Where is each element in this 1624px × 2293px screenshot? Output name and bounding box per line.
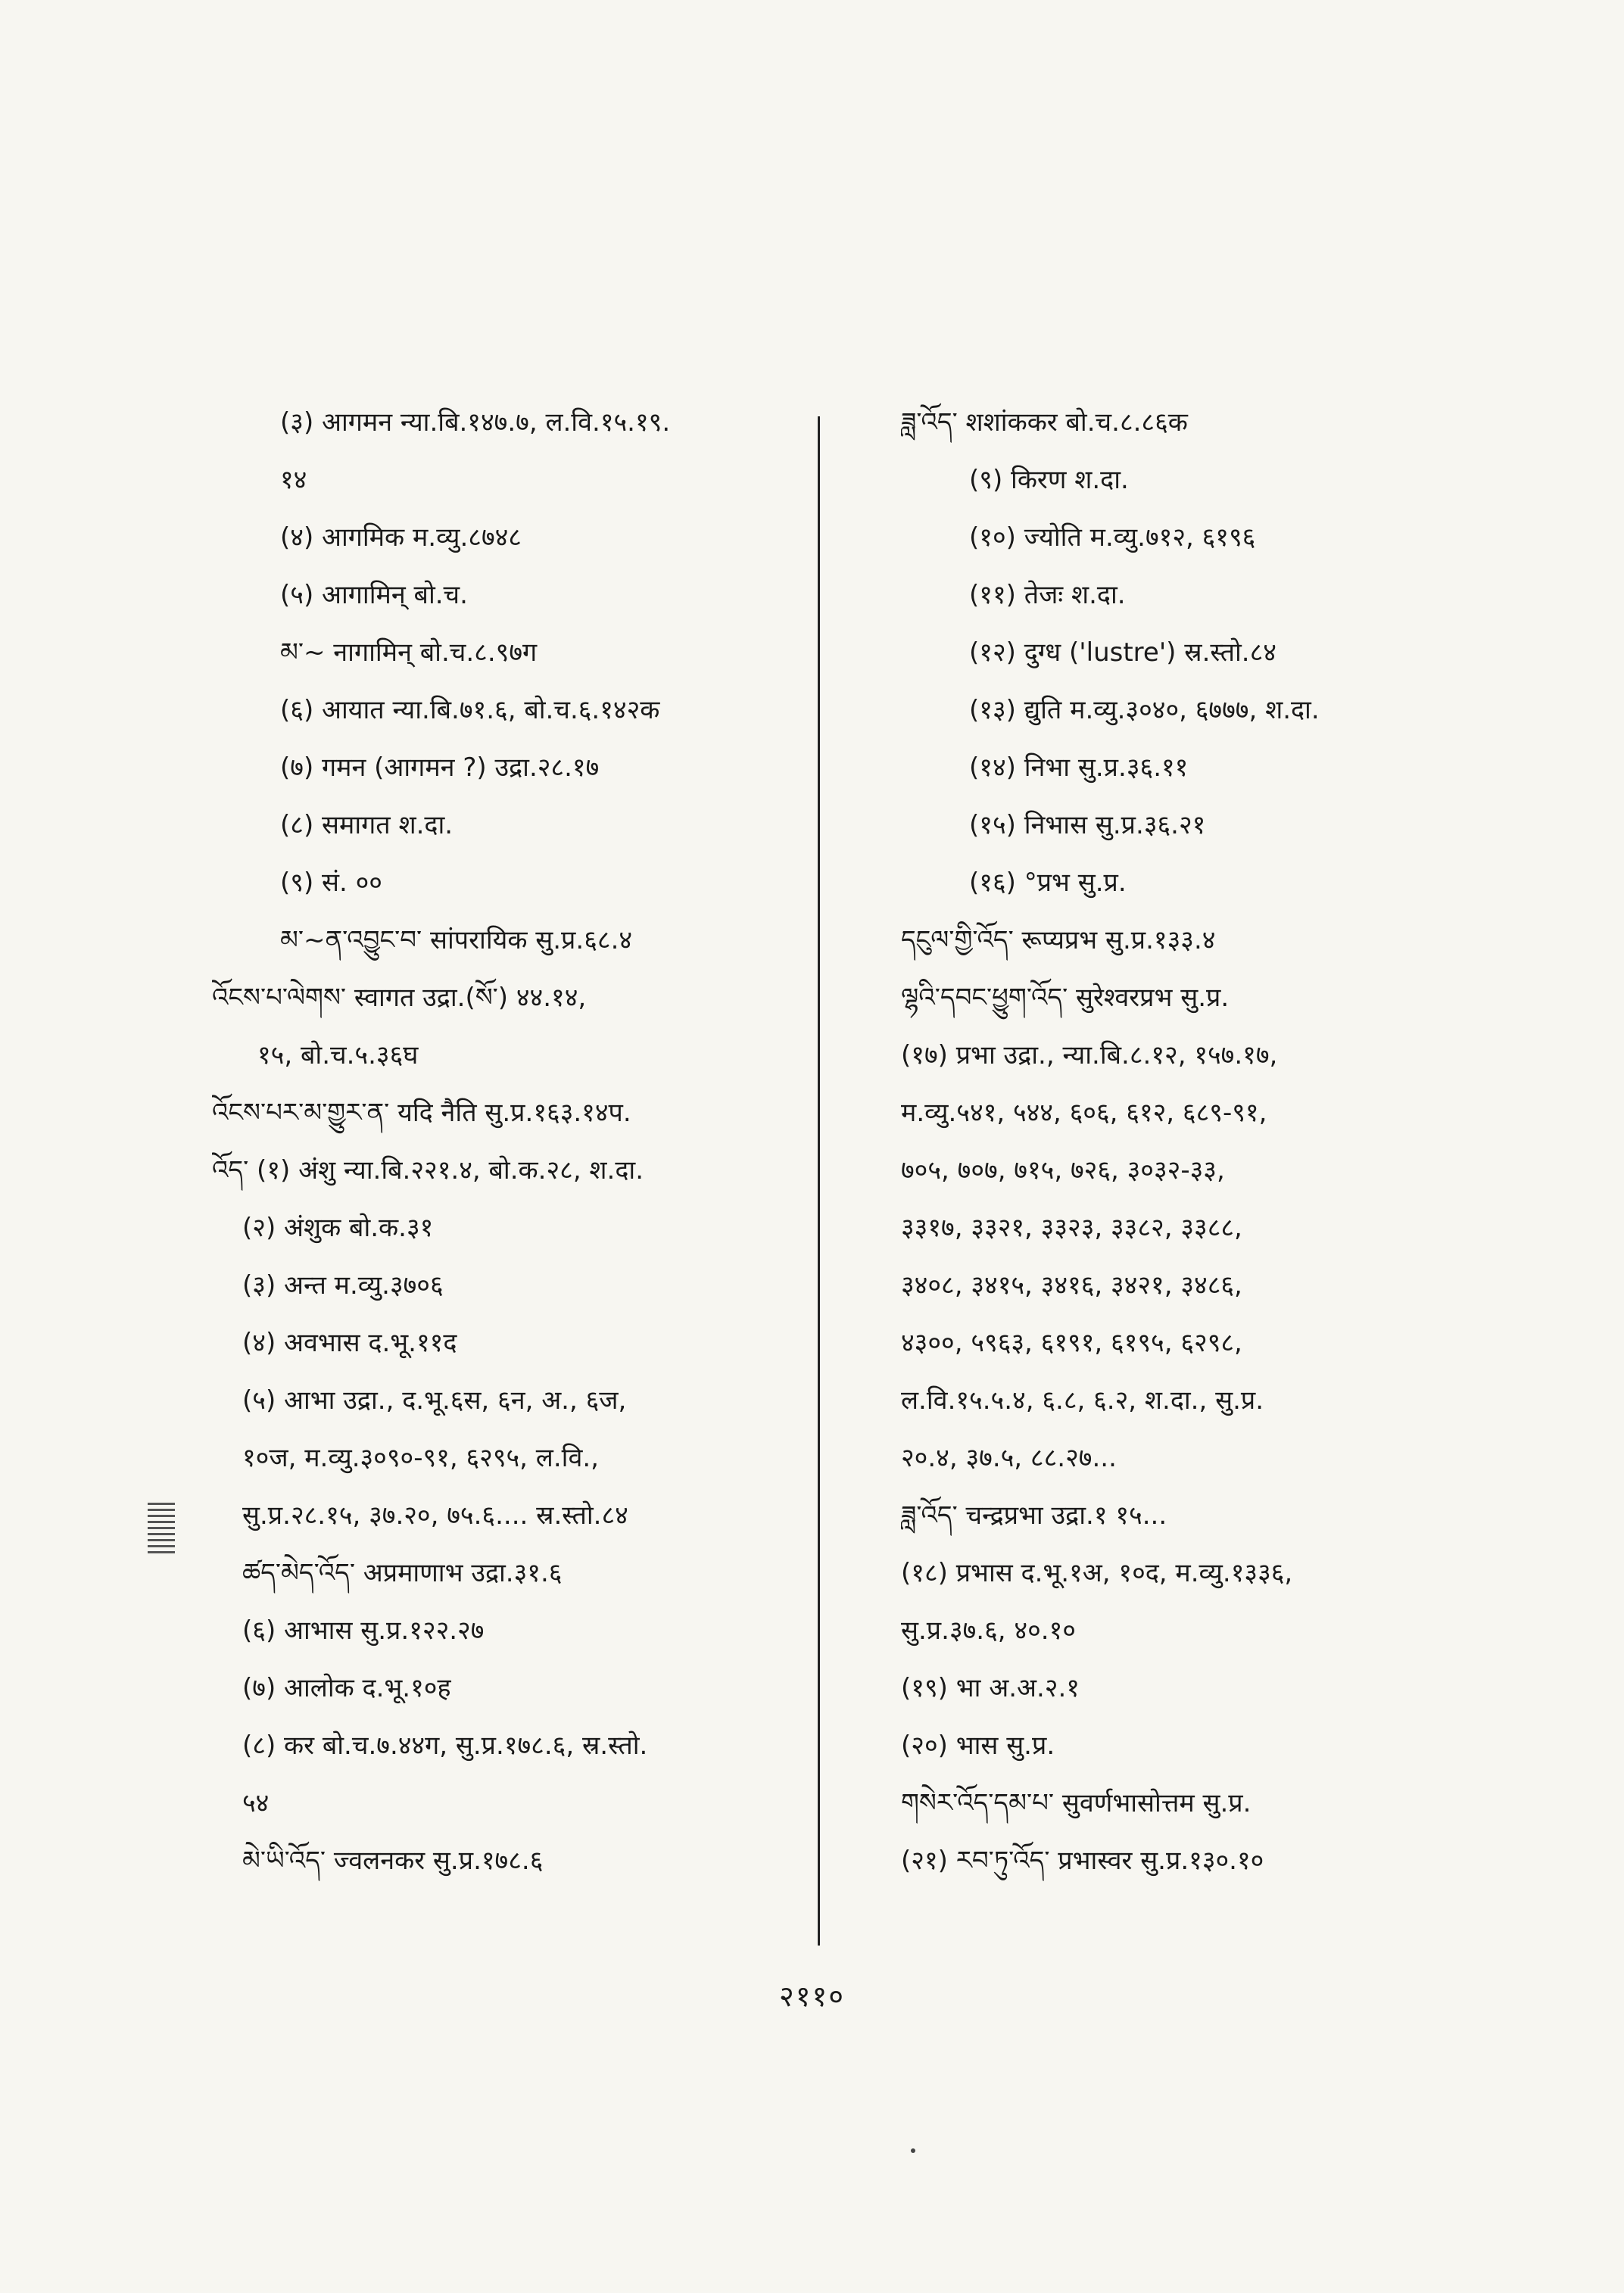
page-number: २११०	[778, 1980, 846, 2013]
entry-line: གསེར་འོད་དམ་པ་ सुवर्णभासोत्तम सु.प्र.	[901, 1788, 1252, 1818]
entry-line: ལྷའི་དབང་ཕྱུག་འོད་ सुरेश्वरप्रभ सु.प्र.	[901, 983, 1230, 1013]
entry-line: ५४	[242, 1788, 270, 1818]
entry-line: ल.वि.१५.५.४, ६.८, ६.२, श.दा., सु.प्र.	[901, 1385, 1264, 1416]
entry-line: (३) आगमन न्या.बि.१४७.७, ल.वि.१५.१९.	[280, 407, 671, 438]
entry-line: (९) सं. ००	[280, 868, 382, 898]
entry-line: (१८) प्रभास द.भू.१अ, १०द, म.व्यु.१३३६,	[901, 1558, 1293, 1588]
entry-line: འོད་ (१) अंशु न्या.बि.२२१.४, बो.क.२८, श.दा.	[212, 1155, 644, 1185]
entry-line: ४३००, ५९६३, ६१९१, ६१९५, ६२९८,	[901, 1328, 1242, 1358]
entry-line: (१२) दुग्ध ('lustre') स्र.स्तो.८४	[969, 637, 1276, 668]
entry-line: འོངས་པ་ལེགས་ स्वागत उद्रा.(སོ་) ४४.१४,	[212, 983, 587, 1013]
entry-line: ཟླ་འོད་ चन्द्रप्रभा उद्रा.१ १५...	[901, 1500, 1167, 1531]
entry-line: (५) आभा उद्रा., द.भू.६स, ६न, अ., ६ज,	[242, 1385, 627, 1416]
entry-line: (५) आगामिन् बो.च.	[280, 580, 468, 610]
entry-line: (१४) निभा सु.प्र.३६.११	[969, 752, 1189, 783]
margin-marks	[148, 1503, 175, 1556]
entry-line: (६) आभास सु.प्र.१२२.२७	[242, 1615, 485, 1646]
entry-line: འོངས་པར་མ་གྱུར་ན་ यदि नैति सु.प्र.१६३.१४प.	[212, 1098, 631, 1128]
entry-line: མ་~ན་འབྱུང་བ་ सांपरायिक सु.प्र.६८.४	[280, 925, 633, 955]
entry-line: सु.प्र.३७.६, ४०.१०	[901, 1615, 1076, 1646]
column-divider	[818, 416, 820, 1946]
entry-line: १४	[280, 465, 307, 495]
entry-line: ཚད་མེད་འོད་ अप्रमाणाभ उद्रा.३१.६	[242, 1558, 563, 1588]
entry-line: १५, बो.च.५.३६घ	[257, 1040, 419, 1070]
entry-line: མ་~ नागामिन् बो.च.८.९७ग	[280, 637, 538, 668]
entry-line: ३४०८, ३४१५, ३४१६, ३४२१, ३४८६,	[901, 1270, 1242, 1301]
entry-line: (३) अन्त म.व्यु.३७०६	[242, 1270, 444, 1301]
entry-line: (८) समागत श.दा.	[280, 810, 454, 840]
entry-line: (२०) भास सु.प्र.	[901, 1731, 1055, 1761]
entry-line: सु.प्र.२८.१५, ३७.२०, ७५.६.... स्र.स्तो.८४	[242, 1500, 628, 1531]
entry-line: (७) आलोक द.भू.१०ह	[242, 1673, 451, 1703]
entry-line: (१५) निभास सु.प्र.३६.२१	[969, 810, 1206, 840]
entry-line: (१६) °प्रभ सु.प्र.	[969, 868, 1127, 898]
left-column	[212, 394, 810, 1890]
entry-line: २०.४, ३७.५, ८८.२७...	[901, 1443, 1117, 1473]
entry-line: (९) किरण श.दा.	[969, 465, 1129, 495]
entry-line: ३३१७, ३३२१, ३३२३, ३३८२, ३३८८,	[901, 1213, 1242, 1243]
entry-line: (१९) भा अ.अ.२.१	[901, 1673, 1080, 1703]
entry-line: དངུལ་གྱི་འོད་ रूप्यप्रभ सु.प्र.१३३.४	[901, 925, 1216, 955]
entry-line: (४) अवभास द.भू.११द	[242, 1328, 457, 1358]
entry-line: (१३) द्युति म.व्यु.३०४०, ६७७७, श.दा.	[969, 695, 1320, 725]
entry-line: (६) आयात न्या.बि.७१.६, बो.च.६.१४२क	[280, 695, 660, 725]
entry-line: (११) तेजः श.दा.	[969, 580, 1126, 610]
entry-line: १०ज, म.व्यु.३०९०-९१, ६२९५, ल.वि.,	[242, 1443, 599, 1473]
entry-line: म.व्यु.५४१, ५४४, ६०६, ६१२, ६८९-९१,	[901, 1098, 1267, 1128]
entry-line: མེ་ཡི་འོད་ ज्वलनकर सु.प्र.१७८.६	[242, 1846, 544, 1876]
entry-line: (२) अंशुक बो.क.३१	[242, 1213, 434, 1243]
entry-line: (७) गमन (आगमन ?) उद्रा.२८.१७	[280, 752, 600, 783]
right-column	[901, 394, 1476, 1890]
entry-line: (४) आगमिक म.व्यु.८७४८	[280, 522, 522, 553]
entry-line: (१७) प्रभा उद्रा., न्या.बि.८.१२, १५७.१७,	[901, 1040, 1278, 1070]
entry-line: ७०५, ७०७, ७१५, ७२६, ३०३२-३३,	[901, 1155, 1225, 1185]
entry-line: (१०) ज्योति म.व्यु.७१२, ६१९६	[969, 522, 1256, 553]
entry-line: (८) कर बो.च.७.४४ग, सु.प्र.१७८.६, स्र.स्तो.	[242, 1731, 648, 1761]
stray-dot	[911, 2148, 915, 2153]
entry-line: (२१) རབ་ཏུ་འོད་ प्रभास्वर सु.प्र.१३०.१०	[901, 1846, 1264, 1876]
entry-line: ཟླ་འོད་ शशांककर बो.च.८.८६क	[901, 407, 1188, 438]
